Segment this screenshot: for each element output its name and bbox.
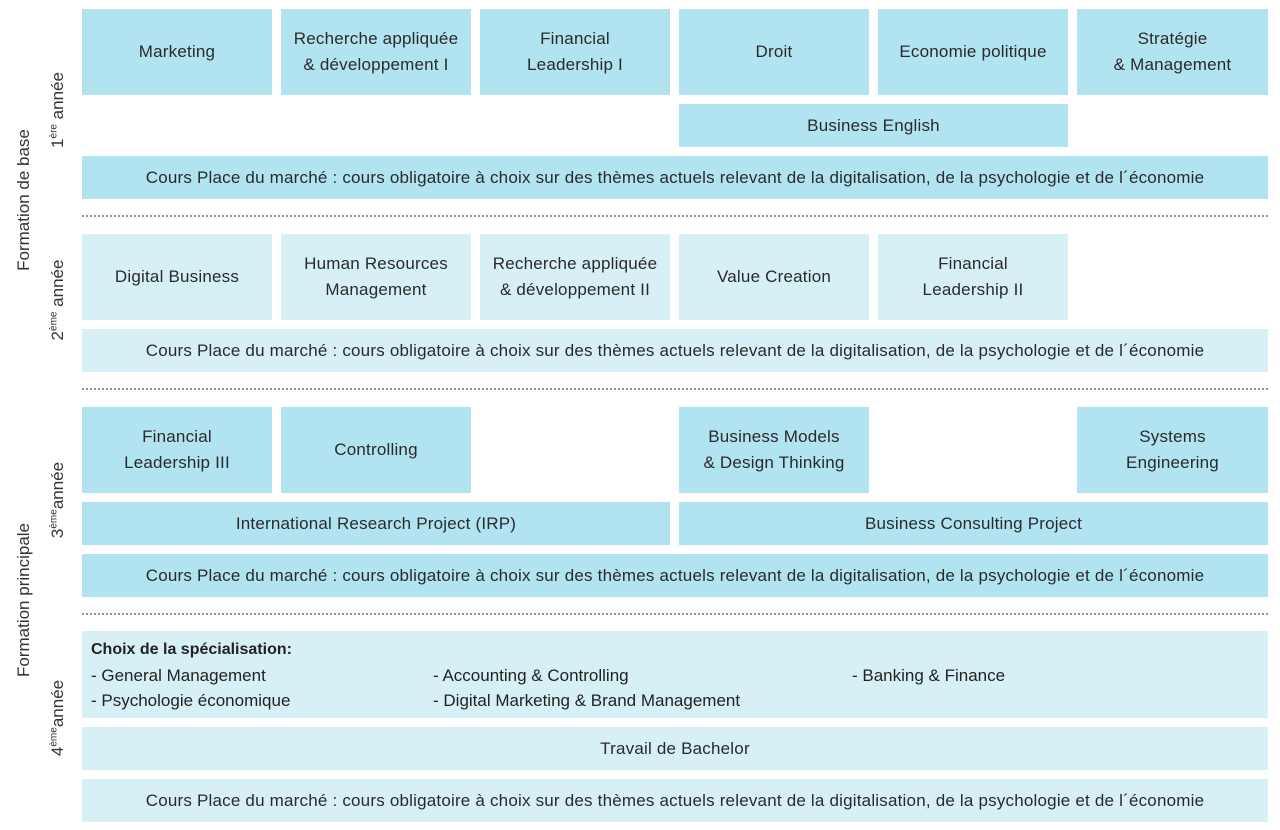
specialisation-digital-marketing: - Digital Marketing & Brand Management (433, 691, 741, 710)
course-business-models-design-thinking: Business Models & Design Thinking (679, 407, 869, 493)
group-label-formation-principale (14, 523, 34, 677)
year-label-4 (48, 680, 68, 756)
course-economie-politique: Economie politique (878, 9, 1068, 95)
market-course-year-4: Cours Place du marché : cours obligatoire à choix sur des thèmes actuels relevant de la digitalisation, de la psychologie et de l´économie (82, 779, 1268, 822)
year-suffix: ère (48, 124, 60, 139)
year-number: 4 (48, 746, 67, 757)
year-word: année (48, 679, 67, 728)
year-separator (82, 388, 1268, 390)
year-suffix: ème (48, 509, 60, 529)
group-label-text: Formation principale (14, 522, 33, 678)
specialisation-box (82, 631, 1268, 718)
course-travail-de-bachelor: Travail de Bachelor (82, 727, 1268, 770)
course-financial-leadership-3: Financial Leadership III (82, 407, 272, 493)
year-suffix: ème (48, 311, 60, 331)
year-word: année (48, 461, 67, 510)
year-number: 2 (48, 330, 67, 341)
market-course-year-1: Cours Place du marché : cours obligatoire à choix sur des thèmes actuels relevant de la digitalisation, de la psychologie et de l´économie (82, 156, 1268, 199)
year-label-3 (48, 462, 68, 538)
year-number: 1 (48, 138, 67, 148)
course-value-creation: Value Creation (679, 234, 869, 320)
market-course-year-2: Cours Place du marché : cours obligatoire à choix sur des thèmes actuels relevant de la digitalisation, de la psychologie et de l´économie (82, 329, 1268, 372)
course-financial-leadership-2: Financial Leadership II (878, 234, 1068, 320)
specialisation-psychologie-economique: - Psychologie économique (91, 691, 291, 710)
course-human-resources: Human Resources Management (281, 234, 471, 320)
specialisation-general-management: - General Management (91, 666, 266, 685)
year-label-2 (48, 260, 68, 341)
course-business-consulting-project: Business Consulting Project (679, 502, 1268, 545)
course-business-english: Business English (679, 104, 1068, 147)
course-recherche-appliquee-1: Recherche appliquée & développement I (281, 9, 471, 95)
group-label-text: Formation de base (14, 129, 33, 271)
specialisation-accounting-controlling: - Accounting & Controlling (433, 666, 629, 685)
market-course-year-3: Cours Place du marché : cours obligatoire à choix sur des thèmes actuels relevant de la digitalisation, de la psychologie et de l´économie (82, 554, 1268, 597)
course-systems-engineering: Systems Engineering (1077, 407, 1268, 493)
specialisation-title: Choix de la spécialisation: (91, 641, 292, 658)
course-droit: Droit (679, 9, 869, 95)
year-label-1 (48, 72, 68, 148)
year-separator (82, 215, 1268, 217)
course-strategie-management: Stratégie & Management (1077, 9, 1268, 95)
course-controlling: Controlling (281, 407, 471, 493)
year-suffix: ème (48, 727, 60, 747)
group-label-formation-de-base (14, 129, 34, 271)
course-recherche-appliquee-2: Recherche appliquée & développement II (480, 234, 670, 320)
year-word: année (48, 259, 67, 312)
year-separator (82, 613, 1268, 615)
year-word: année (48, 72, 67, 125)
course-financial-leadership-1: Financial Leadership I (480, 9, 670, 95)
course-marketing: Marketing (82, 9, 272, 95)
course-international-research-project: International Research Project (IRP) (82, 502, 670, 545)
course-digital-business: Digital Business (82, 234, 272, 320)
year-number: 3 (48, 528, 67, 539)
specialisation-banking-finance: - Banking & Finance (852, 666, 1006, 685)
